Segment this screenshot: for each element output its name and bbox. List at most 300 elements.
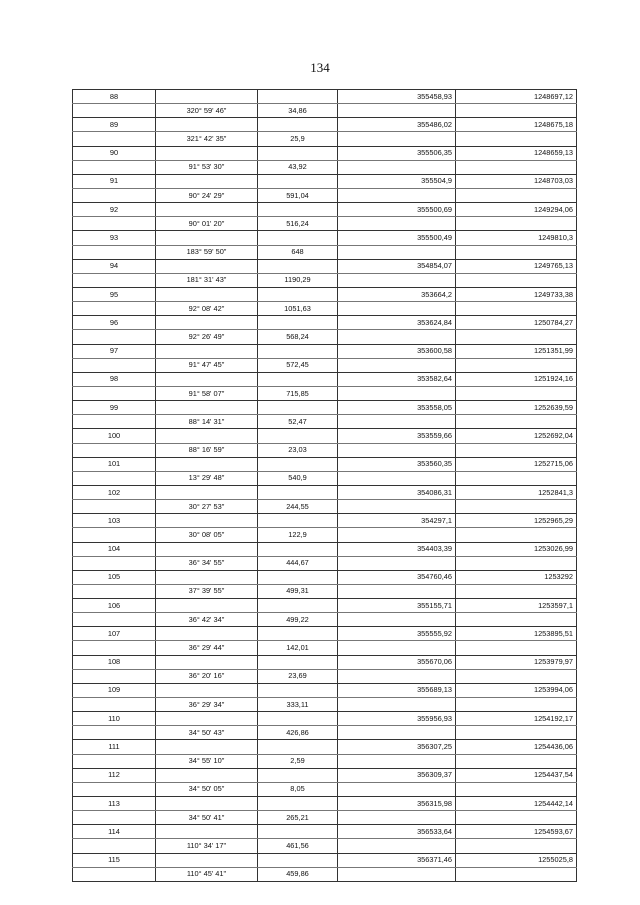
empty-cell — [258, 570, 338, 584]
point-number: 109 — [73, 683, 156, 697]
y-coordinate: 1252692,04 — [456, 429, 577, 443]
point-row — [73, 316, 577, 330]
empty-cell — [338, 698, 456, 712]
segment-row — [73, 867, 577, 881]
empty-cell — [456, 217, 577, 231]
empty-cell — [258, 797, 338, 811]
point-row — [73, 853, 577, 867]
empty-cell — [338, 471, 456, 485]
point-row — [73, 655, 577, 669]
direction-angle: 30° 08' 05" — [156, 528, 258, 542]
empty-cell — [338, 302, 456, 316]
segment-row — [73, 132, 577, 146]
empty-cell — [73, 104, 156, 118]
point-row — [73, 203, 577, 217]
empty-cell — [456, 415, 577, 429]
empty-cell — [258, 344, 338, 358]
point-row — [73, 118, 577, 132]
segment-length: 426,86 — [258, 726, 338, 740]
point-number: 95 — [73, 287, 156, 301]
empty-cell — [156, 599, 258, 613]
x-coordinate: 355670,06 — [338, 655, 456, 669]
segment-row — [73, 613, 577, 627]
empty-cell — [338, 613, 456, 627]
x-coordinate: 356315,98 — [338, 797, 456, 811]
empty-cell — [456, 556, 577, 570]
point-number: 90 — [73, 146, 156, 160]
point-number: 100 — [73, 429, 156, 443]
empty-cell — [73, 528, 156, 542]
segment-row — [73, 726, 577, 740]
empty-cell — [456, 443, 577, 457]
empty-cell — [456, 273, 577, 287]
segment-length: 43,92 — [258, 160, 338, 174]
x-coordinate: 355555,92 — [338, 627, 456, 641]
point-row — [73, 599, 577, 613]
y-coordinate: 1255025,8 — [456, 853, 577, 867]
segment-length: 122,9 — [258, 528, 338, 542]
segment-length: 23,03 — [258, 443, 338, 457]
empty-cell — [258, 853, 338, 867]
empty-cell — [258, 514, 338, 528]
segment-length: 516,24 — [258, 217, 338, 231]
y-coordinate: 1249765,13 — [456, 259, 577, 273]
direction-angle: 88° 14' 31" — [156, 415, 258, 429]
x-coordinate: 353558,05 — [338, 401, 456, 415]
empty-cell — [156, 259, 258, 273]
empty-cell — [338, 528, 456, 542]
point-number: 104 — [73, 542, 156, 556]
empty-cell — [338, 160, 456, 174]
x-coordinate: 354854,07 — [338, 259, 456, 273]
point-row — [73, 740, 577, 754]
empty-cell — [338, 188, 456, 202]
empty-cell — [338, 104, 456, 118]
point-row — [73, 344, 577, 358]
direction-angle: 34° 50' 05" — [156, 782, 258, 796]
y-coordinate: 1249733,38 — [456, 287, 577, 301]
point-row — [73, 401, 577, 415]
point-row — [73, 372, 577, 386]
segment-length: 244,55 — [258, 500, 338, 514]
empty-cell — [73, 217, 156, 231]
y-coordinate: 1248697,12 — [456, 90, 577, 104]
empty-cell — [258, 203, 338, 217]
empty-cell — [73, 132, 156, 146]
empty-cell — [73, 160, 156, 174]
empty-cell — [73, 726, 156, 740]
empty-cell — [338, 556, 456, 570]
empty-cell — [156, 825, 258, 839]
direction-angle: 321° 42' 35" — [156, 132, 258, 146]
segment-row — [73, 160, 577, 174]
direction-angle: 36° 20' 16" — [156, 669, 258, 683]
direction-angle: 34° 50' 41" — [156, 811, 258, 825]
point-number: 98 — [73, 372, 156, 386]
point-row — [73, 429, 577, 443]
direction-angle: 88° 16' 59" — [156, 443, 258, 457]
x-coordinate: 354297,1 — [338, 514, 456, 528]
segment-length: 25,9 — [258, 132, 338, 146]
page-number: 134 — [310, 60, 330, 75]
empty-cell — [456, 867, 577, 881]
segment-length: 34,86 — [258, 104, 338, 118]
empty-cell — [73, 471, 156, 485]
point-row — [73, 627, 577, 641]
empty-cell — [258, 825, 338, 839]
direction-angle: 110° 34' 17" — [156, 839, 258, 853]
empty-cell — [258, 316, 338, 330]
segment-row — [73, 443, 577, 457]
empty-cell — [258, 485, 338, 499]
x-coordinate: 353664,2 — [338, 287, 456, 301]
segment-length: 52,47 — [258, 415, 338, 429]
empty-cell — [338, 330, 456, 344]
empty-cell — [73, 556, 156, 570]
x-coordinate: 356533,64 — [338, 825, 456, 839]
empty-cell — [258, 768, 338, 782]
empty-cell — [156, 231, 258, 245]
empty-cell — [338, 641, 456, 655]
point-row — [73, 457, 577, 471]
empty-cell — [456, 302, 577, 316]
point-number: 105 — [73, 570, 156, 584]
empty-cell — [338, 584, 456, 598]
empty-cell — [338, 245, 456, 259]
empty-cell — [338, 273, 456, 287]
segment-length: 333,11 — [258, 698, 338, 712]
empty-cell — [258, 683, 338, 697]
point-number: 102 — [73, 485, 156, 499]
segment-length: 499,22 — [258, 613, 338, 627]
empty-cell — [456, 754, 577, 768]
empty-cell — [156, 174, 258, 188]
x-coordinate: 355689,13 — [338, 683, 456, 697]
x-coordinate: 355486,02 — [338, 118, 456, 132]
segment-row — [73, 386, 577, 400]
segment-length: 461,56 — [258, 839, 338, 853]
point-row — [73, 90, 577, 104]
point-number: 106 — [73, 599, 156, 613]
direction-angle: 183° 59' 50" — [156, 245, 258, 259]
empty-cell — [338, 867, 456, 881]
empty-cell — [456, 132, 577, 146]
segment-row — [73, 754, 577, 768]
empty-cell — [73, 415, 156, 429]
empty-cell — [258, 457, 338, 471]
coordinates-table — [72, 89, 577, 882]
segment-row — [73, 811, 577, 825]
point-row — [73, 683, 577, 697]
empty-cell — [258, 740, 338, 754]
segment-row — [73, 782, 577, 796]
empty-cell — [456, 104, 577, 118]
point-row — [73, 797, 577, 811]
x-coordinate: 355504,9 — [338, 174, 456, 188]
segment-length: 568,24 — [258, 330, 338, 344]
x-coordinate: 353624,84 — [338, 316, 456, 330]
segment-row — [73, 104, 577, 118]
empty-cell — [73, 358, 156, 372]
empty-cell — [156, 712, 258, 726]
x-coordinate: 355500,69 — [338, 203, 456, 217]
empty-cell — [156, 542, 258, 556]
direction-angle: 36° 42' 34" — [156, 613, 258, 627]
segment-length: 591,04 — [258, 188, 338, 202]
empty-cell — [258, 287, 338, 301]
segment-row — [73, 641, 577, 655]
empty-cell — [338, 754, 456, 768]
point-number: 114 — [73, 825, 156, 839]
segment-row — [73, 556, 577, 570]
direction-angle: 13° 29' 48" — [156, 471, 258, 485]
direction-angle: 90° 01' 20" — [156, 217, 258, 231]
empty-cell — [73, 867, 156, 881]
x-coordinate: 353560,35 — [338, 457, 456, 471]
empty-cell — [258, 401, 338, 415]
point-row — [73, 514, 577, 528]
x-coordinate: 355458,93 — [338, 90, 456, 104]
x-coordinate: 356371,46 — [338, 853, 456, 867]
segment-length: 142,01 — [258, 641, 338, 655]
empty-cell — [338, 726, 456, 740]
y-coordinate: 1252639,59 — [456, 401, 577, 415]
point-row — [73, 768, 577, 782]
empty-cell — [338, 358, 456, 372]
segment-length: 444,67 — [258, 556, 338, 570]
empty-cell — [338, 839, 456, 853]
direction-angle: 36° 29' 44" — [156, 641, 258, 655]
empty-cell — [258, 712, 338, 726]
segment-length: 23,69 — [258, 669, 338, 683]
point-row — [73, 542, 577, 556]
segment-length: 1051,63 — [258, 302, 338, 316]
y-coordinate: 1253597,1 — [456, 599, 577, 613]
x-coordinate: 355155,71 — [338, 599, 456, 613]
empty-cell — [456, 188, 577, 202]
empty-cell — [156, 768, 258, 782]
x-coordinate: 354086,31 — [338, 485, 456, 499]
segment-length: 2,59 — [258, 754, 338, 768]
empty-cell — [338, 443, 456, 457]
empty-cell — [73, 811, 156, 825]
point-row — [73, 287, 577, 301]
segment-length: 715,85 — [258, 386, 338, 400]
direction-angle: 92° 26' 49" — [156, 330, 258, 344]
point-number: 101 — [73, 457, 156, 471]
empty-cell — [258, 429, 338, 443]
y-coordinate: 1250784,27 — [456, 316, 577, 330]
empty-cell — [338, 500, 456, 514]
empty-cell — [258, 146, 338, 160]
empty-cell — [73, 443, 156, 457]
empty-cell — [73, 245, 156, 259]
empty-cell — [258, 542, 338, 556]
x-coordinate: 353600,58 — [338, 344, 456, 358]
empty-cell — [156, 203, 258, 217]
y-coordinate: 1249810,3 — [456, 231, 577, 245]
segment-row — [73, 273, 577, 287]
empty-cell — [338, 386, 456, 400]
y-coordinate: 1254436,06 — [456, 740, 577, 754]
empty-cell — [456, 160, 577, 174]
empty-cell — [73, 500, 156, 514]
y-coordinate: 1253979,97 — [456, 655, 577, 669]
segment-row — [73, 500, 577, 514]
empty-cell — [73, 273, 156, 287]
y-coordinate: 1253994,06 — [456, 683, 577, 697]
segment-row — [73, 302, 577, 316]
empty-cell — [456, 471, 577, 485]
direction-angle: 34° 55' 10" — [156, 754, 258, 768]
empty-cell — [258, 259, 338, 273]
empty-cell — [456, 782, 577, 796]
empty-cell — [456, 500, 577, 514]
empty-cell — [156, 316, 258, 330]
empty-cell — [258, 174, 338, 188]
empty-cell — [258, 118, 338, 132]
empty-cell — [156, 740, 258, 754]
empty-cell — [156, 457, 258, 471]
empty-cell — [156, 683, 258, 697]
point-row — [73, 485, 577, 499]
empty-cell — [258, 599, 338, 613]
empty-cell — [456, 330, 577, 344]
x-coordinate: 355500,49 — [338, 231, 456, 245]
empty-cell — [456, 726, 577, 740]
point-number: 97 — [73, 344, 156, 358]
segment-row — [73, 839, 577, 853]
y-coordinate: 1252841,3 — [456, 485, 577, 499]
empty-cell — [156, 429, 258, 443]
point-row — [73, 231, 577, 245]
segment-length: 499,31 — [258, 584, 338, 598]
empty-cell — [456, 669, 577, 683]
empty-cell — [156, 146, 258, 160]
segment-length: 648 — [258, 245, 338, 259]
empty-cell — [156, 514, 258, 528]
segment-length: 265,21 — [258, 811, 338, 825]
segment-row — [73, 698, 577, 712]
empty-cell — [156, 118, 258, 132]
segment-length: 459,86 — [258, 867, 338, 881]
segment-row — [73, 245, 577, 259]
segment-length: 572,45 — [258, 358, 338, 372]
empty-cell — [73, 669, 156, 683]
y-coordinate: 1253895,51 — [456, 627, 577, 641]
direction-angle: 320° 59' 46" — [156, 104, 258, 118]
direction-angle: 181° 31' 43" — [156, 273, 258, 287]
empty-cell — [156, 570, 258, 584]
y-coordinate: 1251924,16 — [456, 372, 577, 386]
empty-cell — [456, 613, 577, 627]
point-number: 99 — [73, 401, 156, 415]
direction-angle: 34° 50' 43" — [156, 726, 258, 740]
y-coordinate: 1252715,06 — [456, 457, 577, 471]
point-row — [73, 570, 577, 584]
empty-cell — [156, 853, 258, 867]
empty-cell — [456, 811, 577, 825]
empty-cell — [156, 90, 258, 104]
x-coordinate: 354760,46 — [338, 570, 456, 584]
direction-angle: 37° 39' 55" — [156, 584, 258, 598]
empty-cell — [456, 358, 577, 372]
empty-cell — [338, 782, 456, 796]
point-number: 107 — [73, 627, 156, 641]
empty-cell — [73, 641, 156, 655]
empty-cell — [73, 754, 156, 768]
empty-cell — [73, 613, 156, 627]
empty-cell — [73, 698, 156, 712]
empty-cell — [338, 132, 456, 146]
point-number: 89 — [73, 118, 156, 132]
point-number: 103 — [73, 514, 156, 528]
point-number: 110 — [73, 712, 156, 726]
empty-cell — [258, 231, 338, 245]
point-number: 91 — [73, 174, 156, 188]
table-body — [73, 90, 577, 882]
empty-cell — [156, 655, 258, 669]
empty-cell — [456, 839, 577, 853]
empty-cell — [156, 797, 258, 811]
y-coordinate: 1253026,99 — [456, 542, 577, 556]
empty-cell — [456, 584, 577, 598]
empty-cell — [156, 401, 258, 415]
empty-cell — [156, 372, 258, 386]
y-coordinate: 1248675,18 — [456, 118, 577, 132]
empty-cell — [73, 839, 156, 853]
empty-cell — [338, 415, 456, 429]
segment-row — [73, 415, 577, 429]
y-coordinate: 1254192,17 — [456, 712, 577, 726]
segment-row — [73, 528, 577, 542]
empty-cell — [338, 811, 456, 825]
x-coordinate: 356309,37 — [338, 768, 456, 782]
direction-angle: 92° 08' 42" — [156, 302, 258, 316]
empty-cell — [73, 386, 156, 400]
x-coordinate: 354403,39 — [338, 542, 456, 556]
segment-row — [73, 358, 577, 372]
y-coordinate: 1248659,13 — [456, 146, 577, 160]
y-coordinate: 1254593,67 — [456, 825, 577, 839]
empty-cell — [456, 698, 577, 712]
point-number: 93 — [73, 231, 156, 245]
segment-length: 8,05 — [258, 782, 338, 796]
point-number: 115 — [73, 853, 156, 867]
direction-angle: 110° 45' 41" — [156, 867, 258, 881]
x-coordinate: 353559,66 — [338, 429, 456, 443]
empty-cell — [456, 386, 577, 400]
x-coordinate: 356307,25 — [338, 740, 456, 754]
direction-angle: 91° 58' 07" — [156, 386, 258, 400]
empty-cell — [73, 188, 156, 202]
segment-row — [73, 471, 577, 485]
point-number: 111 — [73, 740, 156, 754]
direction-angle: 91° 53' 30" — [156, 160, 258, 174]
empty-cell — [338, 669, 456, 683]
empty-cell — [73, 330, 156, 344]
point-number: 108 — [73, 655, 156, 669]
segment-length: 540,9 — [258, 471, 338, 485]
direction-angle: 91° 47' 45" — [156, 358, 258, 372]
empty-cell — [456, 528, 577, 542]
y-coordinate: 1249294,06 — [456, 203, 577, 217]
direction-angle: 36° 34' 55" — [156, 556, 258, 570]
y-coordinate: 1254437,54 — [456, 768, 577, 782]
point-number: 88 — [73, 90, 156, 104]
empty-cell — [156, 485, 258, 499]
y-coordinate: 1252965,29 — [456, 514, 577, 528]
